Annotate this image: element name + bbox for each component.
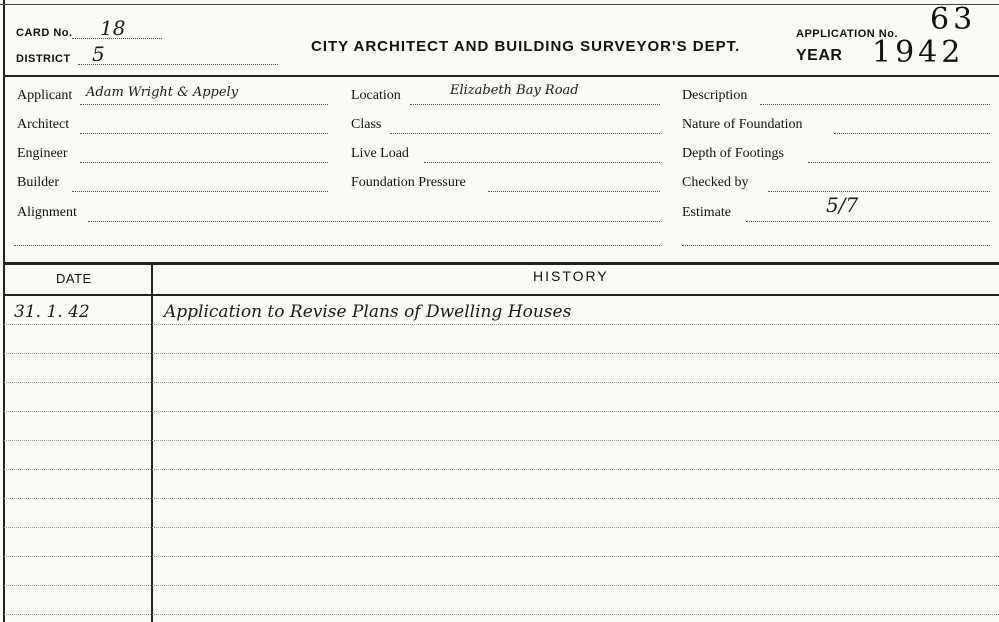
row-line — [4, 353, 999, 354]
builder-label: Builder — [17, 175, 59, 190]
row-line — [4, 498, 999, 499]
table-row-history: Application to Revise Plans of Dwelling Houses — [164, 302, 572, 322]
estimate-value: 5/7 — [826, 193, 859, 217]
district-value: 5 — [92, 42, 105, 66]
application-number: 63 — [930, 2, 977, 37]
location-value: Elizabeth Bay Road — [450, 83, 579, 98]
row-line — [4, 382, 999, 383]
year-value: 1942 — [872, 35, 965, 70]
row-line — [4, 585, 999, 586]
date-column-divider — [151, 265, 153, 622]
description-label: Description — [682, 88, 748, 103]
date-header: DATE — [56, 271, 92, 286]
row-line — [4, 614, 999, 615]
table-row-date: 31. 1. 42 — [14, 302, 90, 322]
row-line — [4, 527, 999, 528]
depth-of-footings-label: Depth of Footings — [682, 146, 784, 161]
card-label: CARD No. — [16, 27, 73, 39]
alignment-label: Alignment — [17, 205, 77, 220]
table-top-rule — [4, 262, 999, 265]
row-line — [4, 556, 999, 557]
district-label: DISTRICT — [16, 53, 71, 65]
header-rule — [4, 75, 999, 77]
row-line — [4, 469, 999, 470]
location-label: Location — [351, 88, 401, 103]
header-bottom-rule — [4, 294, 999, 296]
estimate-label: Estimate — [682, 205, 731, 220]
live-load-label: Live Load — [351, 146, 409, 161]
engineer-label: Engineer — [17, 146, 68, 161]
architect-label: Architect — [17, 117, 70, 132]
checked-by-label: Checked by — [682, 175, 749, 190]
history-header: HISTORY — [533, 268, 609, 284]
row-line — [4, 411, 999, 412]
applicant-label: Applicant — [17, 88, 73, 103]
card-value: 18 — [100, 16, 126, 40]
left-border — [3, 0, 5, 622]
applicant-value: Adam Wright & Appely — [86, 85, 239, 100]
class-label: Class — [351, 117, 382, 132]
nature-of-foundation-label: Nature of Foundation — [682, 117, 803, 132]
row-line — [4, 324, 999, 325]
year-label: YEAR — [796, 47, 843, 64]
row-line — [4, 440, 999, 441]
foundation-pressure-label: Foundation Pressure — [351, 175, 466, 190]
application-label: APPLICATION No. — [796, 28, 899, 40]
page-title: CITY ARCHITECT AND BUILDING SURVEYOR'S DEPT. — [311, 38, 741, 55]
top-edge — [0, 4, 999, 5]
